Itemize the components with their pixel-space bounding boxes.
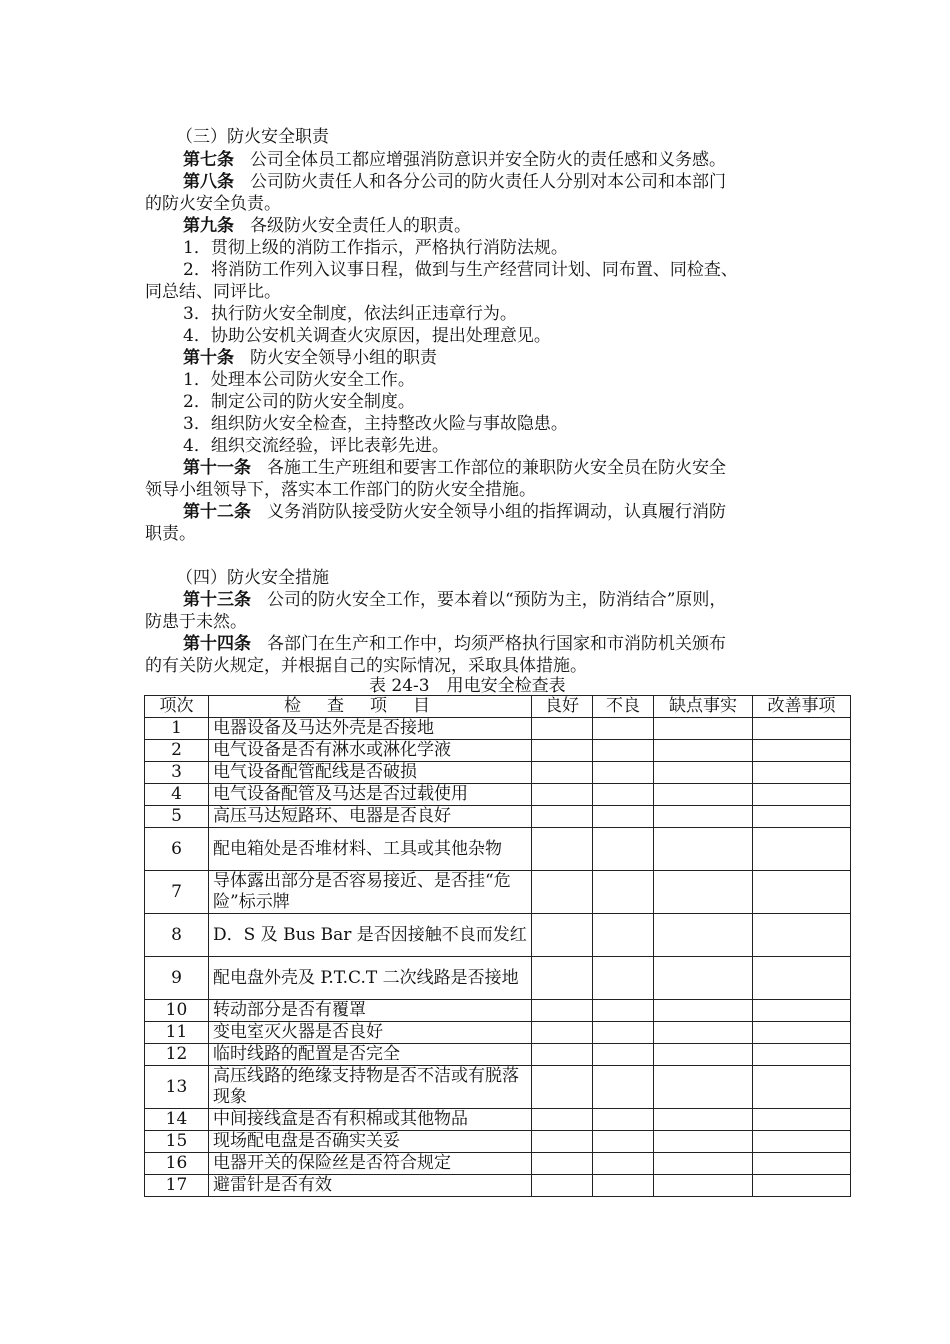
table-row [145, 806, 851, 828]
row-number: 11 [145, 1022, 209, 1044]
improvement-cell[interactable] [753, 1066, 851, 1109]
improvement-cell[interactable] [753, 784, 851, 806]
section-title-3: （三）防火安全职责 [176, 127, 329, 147]
row-number: 14 [145, 1109, 209, 1131]
article-14 [183, 633, 853, 655]
article-13-continuation: 防患于未然。 [145, 612, 247, 632]
defect-cell[interactable] [654, 871, 753, 914]
article-label: 第八条 [183, 172, 234, 192]
article-11 [183, 457, 853, 479]
col-header-item: 检查项目 [209, 696, 532, 718]
table-row [145, 914, 851, 957]
row-item: 电气设备是否有淋水或淋化学液 [209, 740, 532, 762]
article-text: 各级防火安全责任人的职责。 [250, 216, 471, 236]
bad-cell[interactable] [593, 1066, 654, 1109]
col-header-good: 良好 [532, 696, 593, 718]
defect-cell[interactable] [654, 784, 753, 806]
table-row [145, 1022, 851, 1044]
good-cell[interactable] [532, 1044, 593, 1066]
row-item: 现场配电盘是否确实关妥 [209, 1131, 532, 1153]
bad-cell[interactable] [593, 957, 654, 1000]
improvement-cell[interactable] [753, 1131, 851, 1153]
improvement-cell[interactable] [753, 1175, 851, 1197]
improvement-cell[interactable] [753, 762, 851, 784]
improvement-cell[interactable] [753, 957, 851, 1000]
bad-cell[interactable] [593, 740, 654, 762]
bad-cell[interactable] [593, 762, 654, 784]
list-item: 3．执行防火安全制度，依法纠正违章行为。 [183, 304, 517, 324]
article-label: 第十条 [183, 348, 234, 368]
good-cell[interactable] [532, 740, 593, 762]
defect-cell[interactable] [654, 1175, 753, 1197]
defect-cell[interactable] [654, 1066, 753, 1109]
defect-cell[interactable] [654, 957, 753, 1000]
table-caption: 表 24-3 用电安全检查表 [369, 676, 566, 696]
article-label: 第十四条 [183, 634, 251, 654]
good-cell[interactable] [532, 718, 593, 740]
list-item-continuation: 同总结、同评比。 [145, 282, 281, 302]
good-cell[interactable] [532, 762, 593, 784]
article-text: 防火安全领导小组的职责 [250, 348, 437, 368]
defect-cell[interactable] [654, 1044, 753, 1066]
defect-cell[interactable] [654, 762, 753, 784]
defect-cell[interactable] [654, 914, 753, 957]
article-8-continuation: 的防火安全负责。 [145, 194, 281, 214]
row-number: 12 [145, 1044, 209, 1066]
row-number: 8 [145, 914, 209, 957]
list-item: 1．处理本公司防火安全工作。 [183, 370, 415, 390]
improvement-cell[interactable] [753, 1000, 851, 1022]
defect-cell[interactable] [654, 1109, 753, 1131]
article-7 [183, 149, 853, 171]
col-header-bad: 不良 [593, 696, 654, 718]
row-number: 15 [145, 1131, 209, 1153]
table-row [145, 1066, 851, 1109]
row-number: 10 [145, 1000, 209, 1022]
defect-cell[interactable] [654, 1022, 753, 1044]
row-item: 电器设备及马达外壳是否接地 [209, 718, 532, 740]
row-number: 3 [145, 762, 209, 784]
article-text: 公司防火责任人和各分公司的防火责任人分别对本公司和本部门 [250, 172, 726, 192]
article-text: 各部门在生产和工作中，均须严格执行国家和市消防机关颁布 [267, 634, 726, 654]
row-number: 1 [145, 718, 209, 740]
table-header-row [145, 696, 851, 718]
table-row [145, 1109, 851, 1131]
row-number: 13 [145, 1066, 209, 1109]
defect-cell[interactable] [654, 718, 753, 740]
good-cell[interactable] [532, 784, 593, 806]
row-item: 高压线路的绝缘支持物是否不洁或有脱落现象 [209, 1066, 532, 1109]
defect-cell[interactable] [654, 740, 753, 762]
list-item: 4．协助公安机关调查火灾原因，提出处理意见。 [183, 326, 551, 346]
table-row [145, 784, 851, 806]
good-cell[interactable] [532, 914, 593, 957]
article-11-continuation: 领导小组领导下，落实本工作部门的防火安全措施。 [145, 480, 536, 500]
row-item: 临时线路的配置是否完全 [209, 1044, 532, 1066]
table-row [145, 1044, 851, 1066]
good-cell[interactable] [532, 1175, 593, 1197]
defect-cell[interactable] [654, 828, 753, 871]
row-item: 中间接线盒是否有积棉或其他物品 [209, 1109, 532, 1131]
improvement-cell[interactable] [753, 1153, 851, 1175]
row-number: 2 [145, 740, 209, 762]
row-item: 避雷针是否有效 [209, 1175, 532, 1197]
good-cell[interactable] [532, 806, 593, 828]
table-row [145, 1131, 851, 1153]
list-item: 3．组织防火安全检查，主持整改火险与事故隐患。 [183, 414, 568, 434]
improvement-cell[interactable] [753, 806, 851, 828]
improvement-cell[interactable] [753, 914, 851, 957]
bad-cell[interactable] [593, 718, 654, 740]
row-item: 转动部分是否有覆罩 [209, 1000, 532, 1022]
col-header-no: 项次 [145, 696, 209, 718]
bad-cell[interactable] [593, 1044, 654, 1066]
list-item: 2．将消防工作列入议事日程，做到与生产经营同计划、同布置、同检查、 [183, 260, 738, 280]
bad-cell[interactable] [593, 871, 654, 914]
good-cell[interactable] [532, 1066, 593, 1109]
table-row [145, 871, 851, 914]
list-item: 1．贯彻上级的消防工作指示，严格执行消防法规。 [183, 238, 568, 258]
row-item: 导体露出部分是否容易接近、是否挂“危险”标示牌 [209, 871, 532, 914]
defect-cell[interactable] [654, 806, 753, 828]
row-item: 配电箱处是否堆材料、工具或其他杂物 [209, 828, 532, 871]
article-12-continuation: 职责。 [145, 524, 196, 544]
bad-cell[interactable] [593, 1131, 654, 1153]
table-row [145, 1175, 851, 1197]
row-number: 6 [145, 828, 209, 871]
article-text: 各施工生产班组和要害工作部位的兼职防火安全员在防火安全 [267, 458, 726, 478]
row-item: 电气设备配管及马达是否过载使用 [209, 784, 532, 806]
row-item: 配电盘外壳及 P.T.C.T 二次线路是否接地 [209, 957, 532, 1000]
row-number: 7 [145, 871, 209, 914]
article-text: 公司的防火安全工作，要本着以“预防为主，防消结合”原则， [267, 590, 727, 610]
article-12 [183, 501, 853, 523]
good-cell[interactable] [532, 1109, 593, 1131]
table-row [145, 1153, 851, 1175]
col-header-improvement: 改善事项 [753, 696, 851, 718]
table-row [145, 957, 851, 1000]
bad-cell[interactable] [593, 1175, 654, 1197]
row-item: 变电室灭火器是否良好 [209, 1022, 532, 1044]
good-cell[interactable] [532, 871, 593, 914]
bad-cell[interactable] [593, 1109, 654, 1131]
improvement-cell[interactable] [753, 871, 851, 914]
improvement-cell[interactable] [753, 1044, 851, 1066]
row-number: 16 [145, 1153, 209, 1175]
good-cell[interactable] [532, 957, 593, 1000]
article-label: 第十二条 [183, 502, 251, 522]
good-cell[interactable] [532, 1000, 593, 1022]
defect-cell[interactable] [654, 1153, 753, 1175]
table-row [145, 740, 851, 762]
row-number: 5 [145, 806, 209, 828]
electrical-safety-checklist-table [144, 695, 851, 1197]
article-text: 义务消防队接受防火安全领导小组的指挥调动，认真履行消防 [267, 502, 726, 522]
improvement-cell[interactable] [753, 740, 851, 762]
improvement-cell[interactable] [753, 718, 851, 740]
article-label: 第七条 [183, 150, 234, 170]
row-number: 17 [145, 1175, 209, 1197]
bad-cell[interactable] [593, 914, 654, 957]
list-item: 4．组织交流经验，评比表彰先进。 [183, 436, 449, 456]
article-14-continuation: 的有关防火规定，并根据自己的实际情况，采取具体措施。 [145, 656, 587, 676]
bad-cell[interactable] [593, 828, 654, 871]
article-label: 第九条 [183, 216, 234, 236]
bad-cell[interactable] [593, 1000, 654, 1022]
article-10 [183, 347, 853, 369]
col-header-defect: 缺点事实 [654, 696, 753, 718]
bad-cell[interactable] [593, 784, 654, 806]
bad-cell[interactable] [593, 1153, 654, 1175]
improvement-cell[interactable] [753, 1109, 851, 1131]
bad-cell[interactable] [593, 1022, 654, 1044]
good-cell[interactable] [532, 1131, 593, 1153]
defect-cell[interactable] [654, 1131, 753, 1153]
improvement-cell[interactable] [753, 1022, 851, 1044]
article-13 [183, 589, 853, 611]
bad-cell[interactable] [593, 806, 654, 828]
row-number: 9 [145, 957, 209, 1000]
article-9 [183, 215, 853, 237]
good-cell[interactable] [532, 1022, 593, 1044]
row-item: 高压马达短路环、电器是否良好 [209, 806, 532, 828]
article-label: 第十三条 [183, 590, 251, 610]
article-text: 公司全体员工都应增强消防意识并安全防火的责任感和义务感。 [250, 150, 726, 170]
row-item: 电气设备配管配线是否破损 [209, 762, 532, 784]
list-item: 2．制定公司的防火安全制度。 [183, 392, 415, 412]
row-item: D．S 及 Bus Bar 是否因接触不良而发红 [209, 914, 532, 957]
good-cell[interactable] [532, 1153, 593, 1175]
defect-cell[interactable] [654, 1000, 753, 1022]
table-row [145, 718, 851, 740]
table-row [145, 828, 851, 871]
row-item: 电器开关的保险丝是否符合规定 [209, 1153, 532, 1175]
table-row [145, 762, 851, 784]
section-title-4: （四）防火安全措施 [176, 568, 329, 588]
article-label: 第十一条 [183, 458, 251, 478]
table-row [145, 1000, 851, 1022]
good-cell[interactable] [532, 828, 593, 871]
article-8 [183, 171, 853, 193]
row-number: 4 [145, 784, 209, 806]
improvement-cell[interactable] [753, 828, 851, 871]
